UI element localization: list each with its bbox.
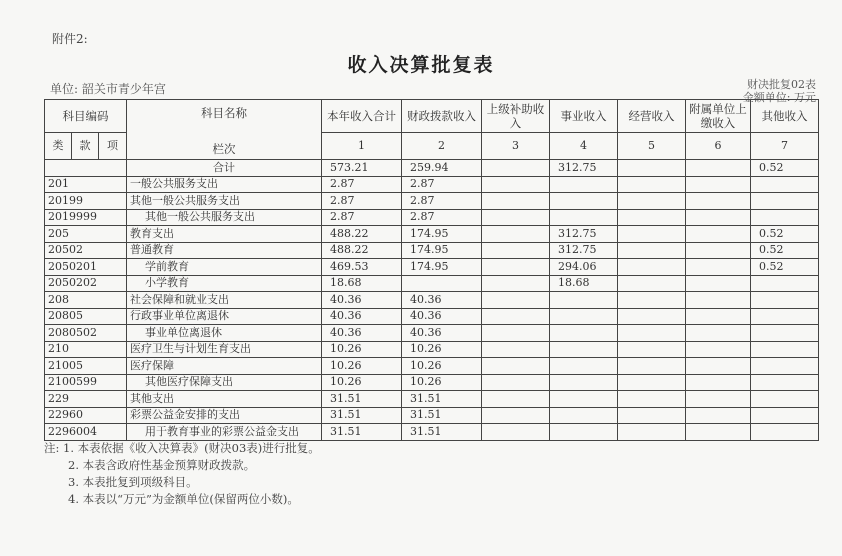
value-cell-affiliated	[686, 226, 751, 243]
header-xiang: 项	[99, 133, 127, 160]
value-cell-superior	[482, 308, 550, 325]
value-cell-operating	[618, 341, 686, 358]
header-other: 其他收入	[751, 100, 819, 133]
subject-code-cell: 205	[45, 226, 127, 243]
subject-code-cell: 210	[45, 341, 127, 358]
attachment-label: 附件2:	[52, 32, 88, 46]
subject-code-cell: 208	[45, 292, 127, 309]
table-row	[45, 193, 819, 210]
value-cell-operating	[618, 391, 686, 408]
value-cell-total: 31.51	[322, 407, 402, 424]
value-cell-operating	[618, 242, 686, 259]
value-cell-affiliated	[686, 193, 751, 210]
value-cell-affiliated	[686, 160, 751, 177]
table-row	[45, 341, 819, 358]
value-cell-affiliated	[686, 259, 751, 276]
note-4: 4. 本表以“万元”为金额单位(保留两位小数)。	[68, 492, 299, 506]
value-cell-business	[550, 209, 618, 226]
value-cell-operating	[618, 209, 686, 226]
col-index-5: 5	[618, 133, 686, 160]
form-code: 财决批复02表	[747, 78, 816, 91]
subject-name-cell: 医疗保障	[127, 358, 322, 375]
subject-code-cell: 2050202	[45, 275, 127, 292]
value-cell-affiliated	[686, 275, 751, 292]
value-cell-superior	[482, 341, 550, 358]
value-cell-other	[751, 407, 819, 424]
header-lei: 类	[45, 133, 72, 160]
note-2: 2. 本表含政府性基金预算财政拨款。	[68, 458, 256, 472]
value-cell-other: 0.52	[751, 259, 819, 276]
value-cell-business	[550, 424, 618, 441]
subject-name-cell: 医疗卫生与计划生育支出	[127, 341, 322, 358]
value-cell-affiliated	[686, 358, 751, 375]
value-cell-operating	[618, 374, 686, 391]
value-cell-business	[550, 308, 618, 325]
value-cell-operating	[618, 259, 686, 276]
table-row	[45, 209, 819, 226]
money-unit: 金额单位: 万元	[742, 91, 816, 104]
subject-code-cell: 201	[45, 176, 127, 193]
value-cell-business: 18.68	[550, 275, 618, 292]
subject-code-cell	[45, 160, 127, 177]
subject-name-cell: 其他一般公共服务支出	[127, 209, 322, 226]
value-cell-fiscal: 2.87	[402, 176, 482, 193]
subject-name-cell: 学前教育	[127, 259, 322, 276]
value-cell-superior	[482, 259, 550, 276]
value-cell-other	[751, 358, 819, 375]
value-cell-superior	[482, 374, 550, 391]
value-cell-total: 40.36	[322, 292, 402, 309]
value-cell-other	[751, 292, 819, 309]
value-cell-total: 10.26	[322, 374, 402, 391]
value-cell-superior	[482, 160, 550, 177]
subject-code-cell: 2050201	[45, 259, 127, 276]
value-cell-other	[751, 325, 819, 342]
notes	[44, 440, 320, 508]
value-cell-operating	[618, 358, 686, 375]
subject-code-cell: 2019999	[45, 209, 127, 226]
col-index-4: 4	[550, 133, 618, 160]
header-year-total: 本年收入合计	[322, 100, 402, 133]
value-cell-superior	[482, 391, 550, 408]
value-cell-other	[751, 209, 819, 226]
table-row	[45, 275, 819, 292]
subject-name-cell: 教育支出	[127, 226, 322, 243]
value-cell-fiscal: 174.95	[402, 242, 482, 259]
subject-name-cell: 行政事业单位离退休	[127, 308, 322, 325]
value-cell-operating	[618, 308, 686, 325]
col-index-1: 1	[322, 133, 402, 160]
value-cell-fiscal: 10.26	[402, 358, 482, 375]
value-cell-other	[751, 374, 819, 391]
row-label: 栏次	[212, 142, 236, 156]
value-cell-fiscal: 10.26	[402, 374, 482, 391]
value-cell-business	[550, 193, 618, 210]
col-index-3: 3	[482, 133, 550, 160]
subject-code-cell: 20502	[45, 242, 127, 259]
value-cell-fiscal: 40.36	[402, 308, 482, 325]
value-cell-fiscal: 31.51	[402, 407, 482, 424]
subject-code-cell: 2100599	[45, 374, 127, 391]
value-cell-affiliated	[686, 374, 751, 391]
subject-name-cell: 普通教育	[127, 242, 322, 259]
value-cell-fiscal: 174.95	[402, 259, 482, 276]
value-cell-operating	[618, 226, 686, 243]
subject-name-cell: 一般公共服务支出	[127, 176, 322, 193]
value-cell-other	[751, 424, 819, 441]
value-cell-affiliated	[686, 325, 751, 342]
value-cell-fiscal: 2.87	[402, 193, 482, 210]
subject-code-cell: 22960	[45, 407, 127, 424]
value-cell-business	[550, 176, 618, 193]
value-cell-affiliated	[686, 424, 751, 441]
subject-name-cell: 合计	[127, 160, 322, 177]
value-cell-affiliated	[686, 242, 751, 259]
value-cell-superior	[482, 424, 550, 441]
value-cell-operating	[618, 275, 686, 292]
value-cell-other: 0.52	[751, 160, 819, 177]
value-cell-affiliated	[686, 292, 751, 309]
value-cell-superior	[482, 275, 550, 292]
income-table	[44, 99, 819, 441]
value-cell-affiliated	[686, 308, 751, 325]
value-cell-affiliated	[686, 391, 751, 408]
subject-name-cell: 其他支出	[127, 391, 322, 408]
value-cell-other	[751, 308, 819, 325]
header-superior: 上级补助收入	[482, 100, 550, 133]
value-cell-business	[550, 391, 618, 408]
value-cell-operating	[618, 176, 686, 193]
value-cell-fiscal: 40.36	[402, 292, 482, 309]
value-cell-fiscal: 10.26	[402, 341, 482, 358]
subject-code-cell: 2296004	[45, 424, 127, 441]
value-cell-total: 18.68	[322, 275, 402, 292]
value-cell-operating	[618, 325, 686, 342]
table-row	[45, 325, 819, 342]
subject-code-cell: 229	[45, 391, 127, 408]
value-cell-total: 469.53	[322, 259, 402, 276]
value-cell-business: 312.75	[550, 226, 618, 243]
value-cell-other: 0.52	[751, 226, 819, 243]
value-cell-superior	[482, 226, 550, 243]
value-cell-business: 294.06	[550, 259, 618, 276]
col-index-6: 6	[686, 133, 751, 160]
subject-name-cell: 事业单位离退休	[127, 325, 322, 342]
value-cell-total: 488.22	[322, 242, 402, 259]
note-1: 注: 1. 本表依据《收入决算表》(财决03表)进行批复。	[44, 441, 320, 455]
unit-label: 单位: 韶关市青少年宫	[50, 82, 166, 96]
value-cell-total: 10.26	[322, 358, 402, 375]
value-cell-total: 10.26	[322, 341, 402, 358]
value-cell-fiscal: 40.36	[402, 325, 482, 342]
value-cell-superior	[482, 176, 550, 193]
value-cell-total: 573.21	[322, 160, 402, 177]
value-cell-fiscal	[402, 275, 482, 292]
value-cell-other: 0.52	[751, 242, 819, 259]
table-row	[45, 259, 819, 276]
table-row	[45, 424, 819, 441]
subject-code-cell: 2080502	[45, 325, 127, 342]
value-cell-fiscal: 2.87	[402, 209, 482, 226]
header-business: 事业收入	[550, 100, 618, 133]
table-row	[45, 308, 819, 325]
table-row	[45, 407, 819, 424]
value-cell-superior	[482, 193, 550, 210]
table-row	[45, 292, 819, 309]
value-cell-business: 312.75	[550, 160, 618, 177]
subject-name-cell: 小学教育	[127, 275, 322, 292]
table-row	[45, 242, 819, 259]
value-cell-superior	[482, 292, 550, 309]
value-cell-superior	[482, 325, 550, 342]
header-subject-name: 科目名称 栏次	[127, 100, 322, 160]
value-cell-business	[550, 325, 618, 342]
value-cell-business	[550, 292, 618, 309]
value-cell-superior	[482, 242, 550, 259]
value-cell-other	[751, 193, 819, 210]
subject-name-cell: 社会保障和就业支出	[127, 292, 322, 309]
table-row	[45, 160, 819, 177]
value-cell-total: 2.87	[322, 176, 402, 193]
table-row	[45, 358, 819, 375]
value-cell-operating	[618, 193, 686, 210]
value-cell-other	[751, 391, 819, 408]
value-cell-affiliated	[686, 176, 751, 193]
header-operating: 经营收入	[618, 100, 686, 133]
value-cell-superior	[482, 407, 550, 424]
value-cell-business	[550, 341, 618, 358]
value-cell-business	[550, 358, 618, 375]
value-cell-total: 31.51	[322, 424, 402, 441]
table-row	[45, 391, 819, 408]
subject-code-cell: 20199	[45, 193, 127, 210]
value-cell-superior	[482, 209, 550, 226]
header-affiliated: 附属单位上缴收入	[686, 100, 751, 133]
value-cell-fiscal: 31.51	[402, 424, 482, 441]
value-cell-fiscal: 174.95	[402, 226, 482, 243]
header-kuan: 款	[72, 133, 99, 160]
value-cell-total: 40.36	[322, 325, 402, 342]
value-cell-operating	[618, 407, 686, 424]
value-cell-operating	[618, 292, 686, 309]
page-title: 收入决算批复表	[347, 54, 495, 76]
value-cell-total: 488.22	[322, 226, 402, 243]
table-row	[45, 374, 819, 391]
value-cell-business: 312.75	[550, 242, 618, 259]
value-cell-operating	[618, 160, 686, 177]
value-cell-affiliated	[686, 407, 751, 424]
value-cell-total: 2.87	[322, 193, 402, 210]
table-row	[45, 176, 819, 193]
value-cell-affiliated	[686, 341, 751, 358]
value-cell-total: 2.87	[322, 209, 402, 226]
subject-name-cell: 用于教育事业的彩票公益金支出	[127, 424, 322, 441]
value-cell-total: 31.51	[322, 391, 402, 408]
value-cell-fiscal: 31.51	[402, 391, 482, 408]
value-cell-superior	[482, 358, 550, 375]
subject-name-cell: 其他一般公共服务支出	[127, 193, 322, 210]
value-cell-total: 40.36	[322, 308, 402, 325]
note-3: 3. 本表批复到项级科目。	[68, 475, 198, 489]
value-cell-other	[751, 176, 819, 193]
value-cell-operating	[618, 424, 686, 441]
value-cell-business	[550, 407, 618, 424]
subject-code-cell: 20805	[45, 308, 127, 325]
subject-name-cell: 彩票公益金安排的支出	[127, 407, 322, 424]
value-cell-fiscal: 259.94	[402, 160, 482, 177]
value-cell-affiliated	[686, 209, 751, 226]
subject-name-cell: 其他医疗保障支出	[127, 374, 322, 391]
col-index-2: 2	[402, 133, 482, 160]
value-cell-business	[550, 374, 618, 391]
value-cell-other	[751, 341, 819, 358]
header-fiscal: 财政拨款收入	[402, 100, 482, 133]
table-row	[45, 226, 819, 243]
subject-code-cell: 21005	[45, 358, 127, 375]
header-subject-code: 科目编码	[45, 100, 127, 133]
value-cell-other	[751, 275, 819, 292]
col-index-7: 7	[751, 133, 819, 160]
